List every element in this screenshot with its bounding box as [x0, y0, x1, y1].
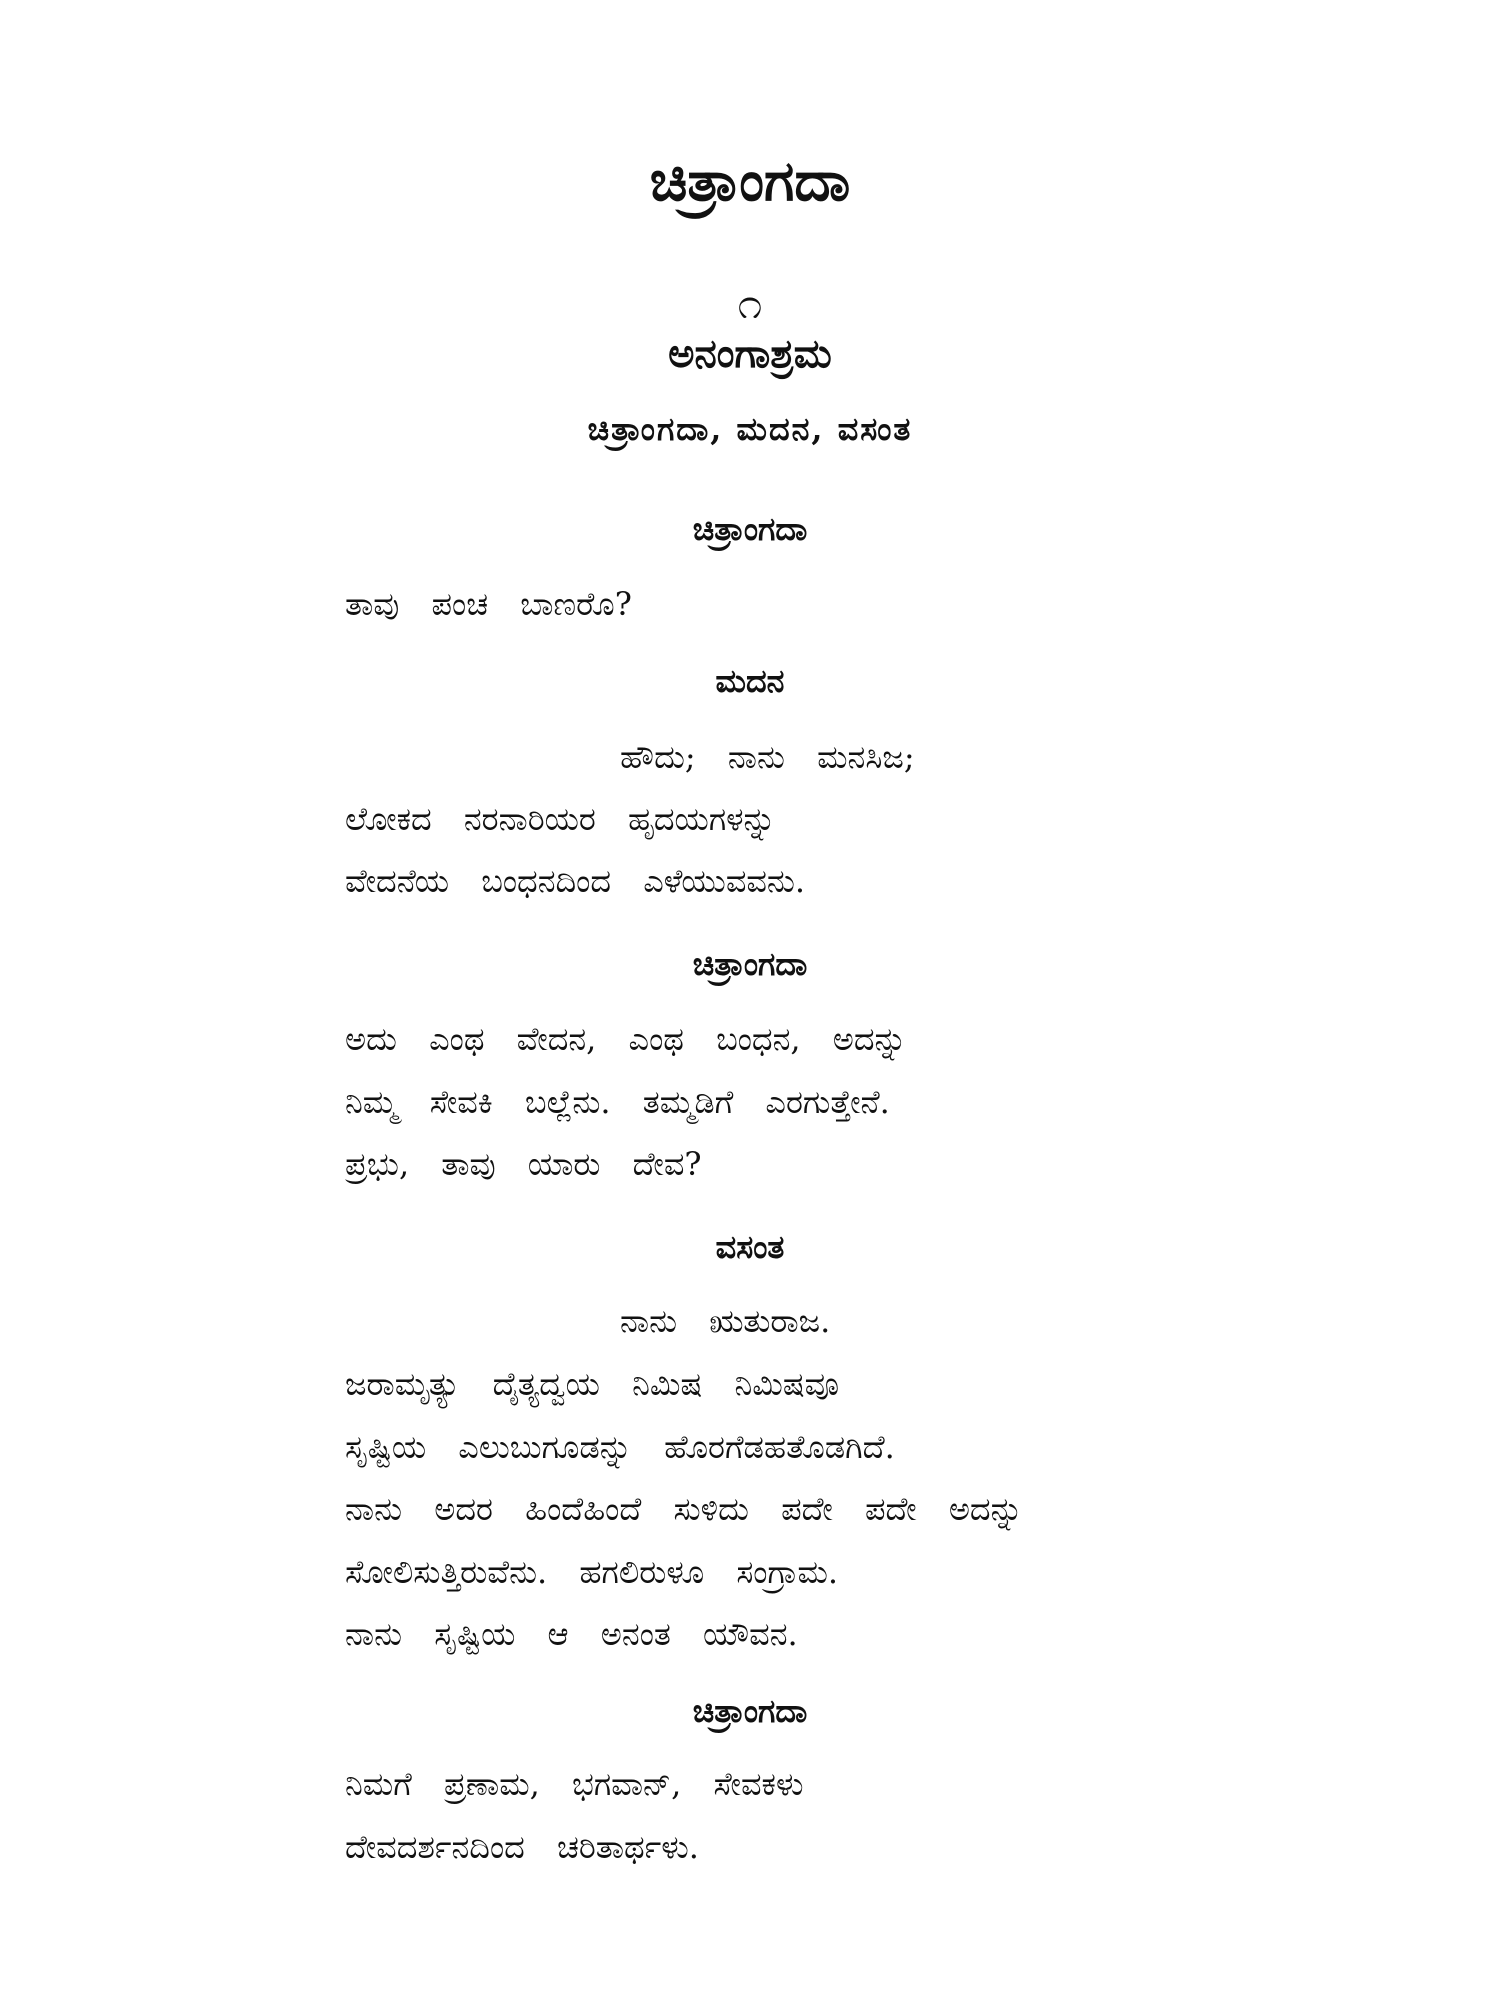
dialogue-line: ನಾನು ಋತುರಾಜ.: [620, 1302, 831, 1340]
dialogue-line: ವೇದನೆಯ ಬಂಧನದಿಂದ ಎಳೆಯುವವನು.: [345, 862, 806, 900]
dialogue-line: ಪ್ರಭು, ತಾವು ಯಾರು ದೇವ?: [345, 1145, 702, 1183]
dialogue-line: ನಾನು ಸೃಷ್ಟಿಯ ಆ ಅನಂತ ಯೌವನ.: [345, 1615, 798, 1653]
dialogue-line: ತಾವು ಪಂಚ ಬಾಣರೊ?: [345, 585, 632, 623]
speaker-name: ಮದನ: [715, 662, 785, 700]
dialogue-line: ಜರಾಮೃತ್ಯು ದೈತ್ಯದ್ವಯ ನಿಮಿಷ ನಿಮಿಷವೂ: [345, 1365, 840, 1403]
dialogue-line: ನಿಮಗೆ ಪ್ರಣಾಮ, ಭಗವಾನ್, ಸೇವಕಳು: [345, 1765, 804, 1803]
page-title: ಚಿತ್ರಾಂಗದಾ: [649, 148, 851, 214]
speaker-name: ಚಿತ್ರಾಂಗದಾ: [692, 945, 808, 983]
dialogue-line: ನಿಮ್ಮ ಸೇವಕಿ ಬಲ್ಲೆನು. ತಮ್ಮಡಿಗೆ ಎರಗುತ್ತೇನೆ.: [345, 1083, 890, 1121]
speaker-name: ವಸಂತ: [715, 1228, 785, 1266]
dialogue-line: ಹೌದು; ನಾನು ಮನಸಿಜ;: [620, 738, 915, 776]
dialogue-line: ಲೋಕದ ನರನಾರಿಯರ ಹೃದಯಗಳನ್ನು: [345, 800, 776, 838]
dialogue-line: ದೇವದರ್ಶನದಿಂದ ಚರಿತಾರ್ಥಳು.: [345, 1828, 699, 1866]
dialogue-line: ನಾನು ಅದರ ಹಿಂದೆಹಿಂದೆ ಸುಳಿದು ಪದೇ ಪದೇ ಅದನ್ನು: [345, 1490, 1023, 1528]
scene-name: ಅನಂಗಾಶ್ರಮ: [668, 330, 832, 377]
dialogue-line: ಸೃಷ್ಟಿಯ ಎಲುಬುಗೂಡನ್ನು ಹೊರಗೆಡಹತೊಡಗಿದೆ.: [345, 1428, 895, 1466]
scene-number: ೧: [737, 278, 763, 329]
speaker-name: ಚಿತ್ರಾಂಗದಾ: [692, 510, 808, 548]
cast-list: ಚಿತ್ರಾಂಗದಾ, ಮದನ, ವಸಂತ: [587, 410, 913, 448]
dialogue-line: ಸೋಲಿಸುತ್ತಿರುವೆನು. ಹಗಲಿರುಳೂ ಸಂಗ್ರಾಮ.: [345, 1553, 839, 1591]
speaker-name: ಚಿತ್ರಾಂಗದಾ: [692, 1692, 808, 1730]
dialogue-line: ಅದು ಎಂಥ ವೇದನ, ಎಂಥ ಬಂಧನ, ಅದನ್ನು: [345, 1020, 907, 1058]
